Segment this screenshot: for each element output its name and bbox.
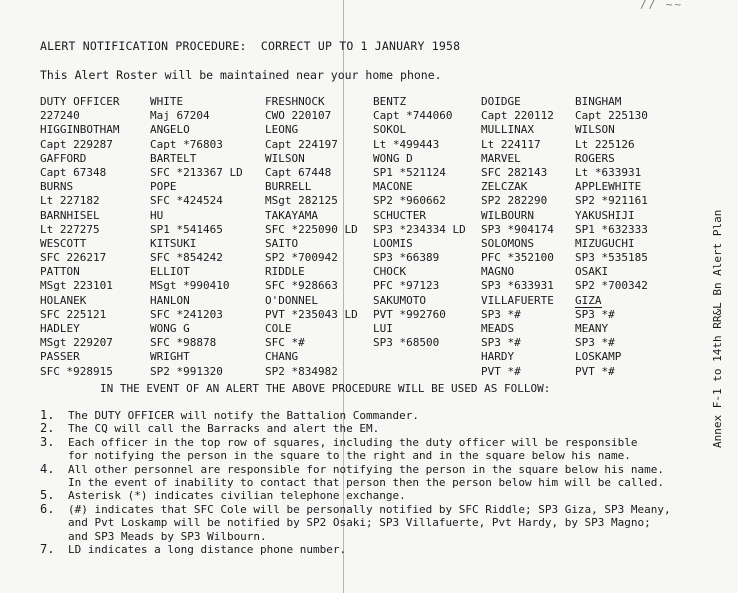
roster-name: BENTZ <box>373 95 407 108</box>
roster-name: LOSKAMP <box>575 350 622 364</box>
roster-phone: SFC 226217 <box>40 251 107 265</box>
roster-column-1 <box>40 95 119 379</box>
roster-name: DOIDGE <box>481 95 521 108</box>
roster-name: HIGGINBOTHAM <box>40 123 120 137</box>
page-subtitle: This Alert Roster will be maintained near your home phone. <box>40 68 442 82</box>
roster-name <box>575 294 648 308</box>
corner-mark: // ~~ <box>640 0 684 11</box>
instruction-line: The DUTY OFFICER will notify the Battalion Commander. <box>68 409 419 422</box>
roster-phone: SP2 282290 <box>481 194 548 208</box>
roster-phone: SP1 *521124 <box>373 165 446 179</box>
instruction-number: 5. <box>40 488 55 503</box>
roster-name: MULLINAX <box>481 123 534 137</box>
roster-name: HANLON <box>150 293 190 307</box>
roster-phone: Capt *744060 <box>373 109 453 123</box>
roster-phone: SP3 *66389 <box>373 251 440 265</box>
roster-phone: Lt 224117 <box>481 137 541 151</box>
instruction-number: 7. <box>40 542 55 557</box>
instruction-line: The CQ will call the Barracks and alert the EM. <box>68 422 380 436</box>
instruction-line: LD indicates a long distance phone number. <box>68 543 347 557</box>
instruction-item <box>40 463 700 490</box>
roster-name: BARTELT <box>150 151 197 165</box>
instruction-number: 4. <box>40 461 55 476</box>
instruction-item <box>40 436 700 463</box>
roster-name: MIZUGUCHI <box>575 236 635 250</box>
roster-phone: SP1 *541465 <box>150 222 223 236</box>
roster-name: POPE <box>150 180 177 194</box>
roster-phone: PFC *97123 <box>373 279 440 293</box>
roster-name: WILBOURN <box>481 208 534 222</box>
roster-phone: MSgt 223101 <box>40 279 113 293</box>
roster-name: PATTON <box>40 265 80 279</box>
roster-phone: SP3 *# <box>481 307 521 321</box>
roster-name: WESCOTT <box>40 236 87 250</box>
roster-name: WILSON <box>575 123 615 137</box>
roster-name: ZELCZAK <box>481 180 528 194</box>
roster-phone: PVT *235043 LD <box>265 307 358 321</box>
roster-column-6 <box>575 95 648 379</box>
roster-name: KITSUKI <box>150 236 197 250</box>
page-title: ALERT NOTIFICATION PROCEDURE: CORRECT UP TO 1 JANUARY 1958 <box>40 39 461 53</box>
roster-phone: 227240 <box>40 109 80 123</box>
roster-phone: SP3 *535185 <box>575 251 648 265</box>
roster-phone: SFC *424524 <box>150 194 223 208</box>
roster-name: SAITO <box>265 236 299 250</box>
roster-name: BURNS <box>40 180 74 194</box>
roster-phone: SFC *98878 <box>150 336 217 350</box>
roster-phone: Capt 67448 <box>265 165 332 179</box>
roster-name: FRESHNOCK <box>265 95 325 108</box>
roster-name: MEADS <box>481 322 515 335</box>
roster-phone: Capt 220112 <box>481 109 554 123</box>
roster-phone: Capt 224197 <box>265 137 338 151</box>
roster-phone: CWO 220107 <box>265 109 332 123</box>
roster-phone: SFC *854242 <box>150 251 223 265</box>
roster-column-5 <box>481 95 554 379</box>
roster-phone: Capt *76803 <box>150 137 223 151</box>
roster-phone: SP3 *# <box>575 307 615 321</box>
roster-phone: Capt 229287 <box>40 137 113 151</box>
roster-phone: SP2 *991320 <box>150 364 223 378</box>
annex-label: Annex F-1 to 14th RR&L Bn Alert Plan <box>711 209 724 448</box>
roster-column-4 <box>373 95 466 350</box>
roster-phone: MSgt 282125 <box>265 194 338 208</box>
roster-name: SOKOL <box>373 123 407 137</box>
roster-name: WONG D <box>373 151 413 165</box>
instruction-item <box>40 503 700 543</box>
roster-column-2 <box>150 95 243 379</box>
roster-name: WONG G <box>150 322 190 335</box>
roster-phone: Capt 67348 <box>40 165 107 179</box>
roster-phone: Lt 227182 <box>40 194 100 208</box>
instruction-number: 2. <box>40 421 55 436</box>
instruction-item <box>40 489 700 502</box>
instruction-line: Asterisk (*) indicates civilian telephone exchange. <box>68 489 406 503</box>
roster-name: WHITE <box>150 95 184 108</box>
roster-phone: SP2 *834982 <box>265 364 338 378</box>
roster-name: O'DONNEL <box>265 293 318 307</box>
instruction-line: and Pvt Loskamp will be notified by SP2 Osaki; SP3 Villafuerte, Pvt Hardy, by SP3 Magno; <box>68 516 651 530</box>
roster-phone: MSgt *990410 <box>150 279 230 293</box>
roster-phone: MSgt 229207 <box>40 336 113 350</box>
instruction-line: (#) indicates that SFC Cole will be personally notified by SFC Riddle; SP3 Giza, SP3 Meany, <box>68 502 671 516</box>
roster-name: CHANG <box>265 350 299 364</box>
roster-name: ROGERS <box>575 151 615 165</box>
roster-name: RIDDLE <box>265 265 305 279</box>
roster-phone: SFC *# <box>265 336 305 350</box>
roster-phone: SP3 *# <box>575 336 615 350</box>
roster-name: HOLANEK <box>40 293 87 307</box>
roster-name: ANGELO <box>150 123 190 137</box>
roster-name: HU <box>150 208 164 222</box>
roster-name: MARVEL <box>481 151 521 165</box>
roster-phone: Lt *499443 <box>373 137 440 151</box>
roster-name: WILSON <box>265 151 305 165</box>
roster-phone: PFC *352100 <box>481 251 554 265</box>
underlined-name: GIZA <box>575 293 602 307</box>
roster-phone: PVT *# <box>575 364 615 378</box>
instruction-number: 1. <box>40 408 55 422</box>
roster-name: HARDY <box>481 350 515 364</box>
roster-name: MAGNO <box>481 265 515 279</box>
roster-phone: PVT *992760 <box>373 307 446 321</box>
instruction-number: 6. <box>40 501 55 516</box>
roster-phone: SP3 *633931 <box>481 279 554 293</box>
roster-phone: SFC *928663 <box>265 279 338 293</box>
instruction-line: All other personnel are responsible for notifying the person in the square below his name. <box>68 462 665 476</box>
roster-name: PASSER <box>40 350 80 364</box>
roster-name: BURRELL <box>265 180 312 194</box>
roster-name: SAKUMOTO <box>373 293 426 307</box>
roster-phone: Capt 225130 <box>575 109 648 123</box>
roster-name: MEANY <box>575 322 609 335</box>
roster-name: DUTY OFFICER <box>40 95 120 108</box>
roster-phone: SP3 *# <box>481 336 521 350</box>
roster-phone: PVT *# <box>481 364 521 378</box>
roster-name: APPLEWHITE <box>575 180 642 194</box>
roster-phone: Lt 225126 <box>575 137 635 151</box>
roster-phone: SFC 225121 <box>40 307 107 321</box>
roster-phone: SFC *225090 LD <box>265 222 358 236</box>
instructions-list <box>40 409 700 556</box>
roster-name: MACONE <box>373 180 413 194</box>
roster-name: LEONG <box>265 123 299 137</box>
roster-phone: SP3 *68500 <box>373 336 440 350</box>
roster-phone: SFC 282143 <box>481 165 548 179</box>
instruction-line: In the event of inability to contact that person then the person below him will be called. <box>68 476 665 490</box>
roster-name: LOOMIS <box>373 236 413 250</box>
roster-name: VILLAFUERTE <box>481 293 554 307</box>
roster-phone: SP1 *632333 <box>575 222 648 236</box>
roster-phone: SP2 *960662 <box>373 194 446 208</box>
instruction-item <box>40 422 700 435</box>
roster-name: YAKUSHIJI <box>575 208 635 222</box>
roster-name: SOLOMONS <box>481 236 534 250</box>
roster-name: COLE <box>265 322 292 335</box>
instruction-line: for notifying the person in the square to the right and in the square below his name. <box>68 449 631 463</box>
roster-phone: SP3 *904174 <box>481 222 554 236</box>
roster-phone: SP2 *700342 <box>575 279 648 293</box>
event-heading: IN THE EVENT OF AN ALERT THE ABOVE PROCEDURE WILL BE USED AS FOLLOW: <box>100 382 551 395</box>
roster-name: BARNHISEL <box>40 208 100 222</box>
roster-phone: SP2 *921161 <box>575 194 648 208</box>
roster-phone: SP3 *234334 LD <box>373 222 466 236</box>
instruction-number: 3. <box>40 434 55 449</box>
instruction-line: and SP3 Meads by SP3 Wilbourn. <box>68 529 267 543</box>
roster-name: BINGHAM <box>575 95 622 108</box>
roster-phone: SFC *241203 <box>150 307 223 321</box>
roster-phone: SP2 *700942 <box>265 251 338 265</box>
roster-name: OSAKI <box>575 265 609 279</box>
roster-phone: Lt 227275 <box>40 222 100 236</box>
roster-name: WRIGHT <box>150 350 190 364</box>
roster-name: SCHUCTER <box>373 208 426 222</box>
instruction-item <box>40 409 700 422</box>
instruction-item <box>40 543 700 556</box>
roster-phone: Lt *633931 <box>575 165 642 179</box>
roster-name: HADLEY <box>40 322 80 335</box>
roster-name: GAFFORD <box>40 151 87 165</box>
roster-name: ELLIOT <box>150 265 190 279</box>
roster-column-3 <box>265 95 358 379</box>
roster-phone: SFC *928915 <box>40 364 113 378</box>
roster-name: TAKAYAMA <box>265 208 318 222</box>
roster-name: LUI <box>373 322 393 335</box>
roster-phone: SFC *213367 LD <box>150 165 243 179</box>
instruction-line: Each officer in the top row of squares, including the duty officer will be responsible <box>68 435 638 449</box>
roster-name: CHOCK <box>373 265 407 279</box>
roster-phone: Maj 67204 <box>150 109 210 123</box>
